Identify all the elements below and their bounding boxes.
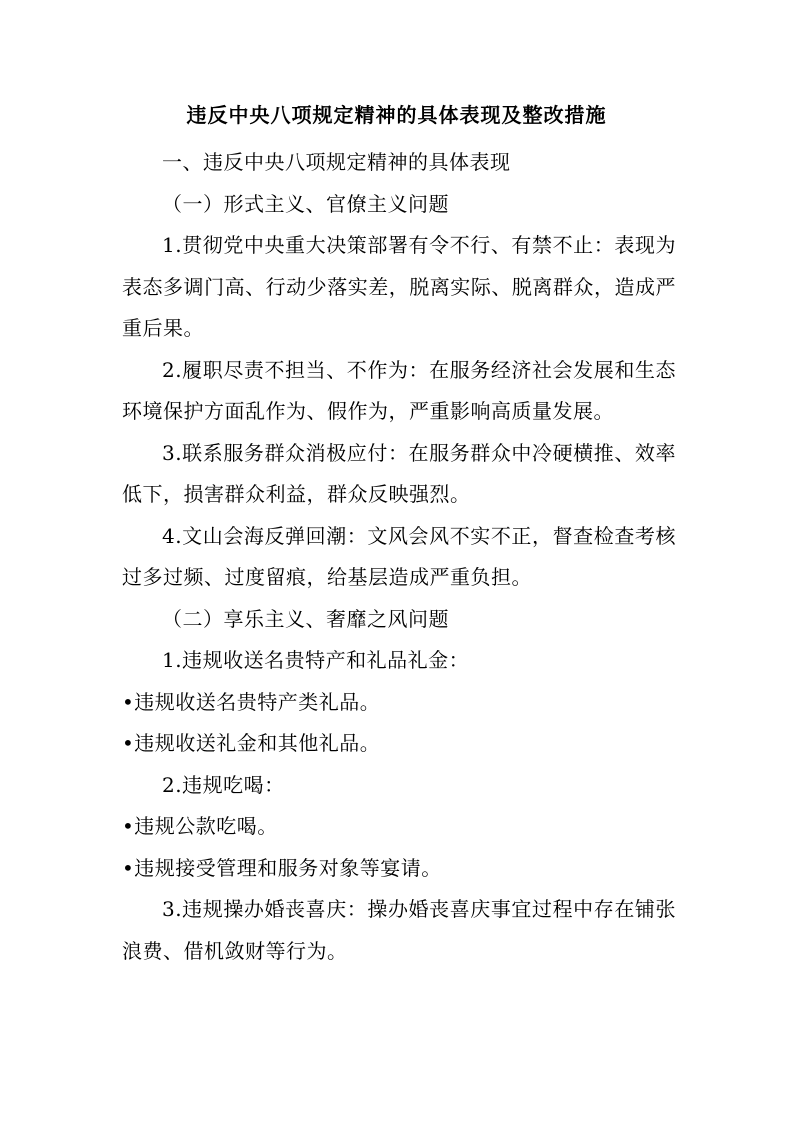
paragraph-item-1: 1.贯彻党中央重大决策部署有令不行、有禁不止：表现为表态多调门高、行动少落实差，脱离实际、脱离群众，造成严重后果。	[122, 233, 676, 340]
subsection-heading-2: （二）享乐主义、奢靡之风问题	[162, 606, 449, 631]
subsection-heading-1: （一）形式主义、官僚主义问题	[162, 191, 449, 216]
paragraph-item-3: 3.联系服务群众消极应付：在服务群众中冷硬横推、效率低下，损害群众利益，群众反映强烈。	[122, 440, 676, 506]
document-title: 违反中央八项规定精神的具体表现及整改措施	[186, 103, 607, 127]
paragraph-item-dining: 2.违规吃喝：	[162, 772, 285, 797]
paragraph-item-2: 2.履职尽责不担当、不作为：在服务经济社会发展和生态环境保护方面乱作为、假作为，严重影响高质量发展。	[122, 357, 676, 423]
section-heading-1: 一、违反中央八项规定精神的具体表现	[162, 150, 511, 174]
paragraph-item-4: 4.文山会海反弹回潮：文风会风不实不正，督查检查考核过多过频、过度留痕，给基层造成严重负担。	[122, 523, 676, 589]
bullet-item-gifts-2: •违规收送礼金和其他礼品。	[122, 731, 381, 755]
bullet-item-dining-2: •违规接受管理和服务对象等宴请。	[122, 855, 442, 880]
bullet-item-gifts-1: •违规收送名贵特产类礼品。	[122, 689, 381, 714]
document-body	[122, 142, 676, 972]
paragraph-item-weddings: 3.违规操办婚丧喜庆：操办婚丧喜庆事宜过程中存在铺张浪费、借机敛财等行为。	[122, 897, 676, 963]
bullet-item-dining-1: •违规公款吃喝。	[122, 814, 278, 838]
paragraph-item-gifts: 1.违规收送名贵特产和礼品礼金：	[162, 648, 470, 672]
